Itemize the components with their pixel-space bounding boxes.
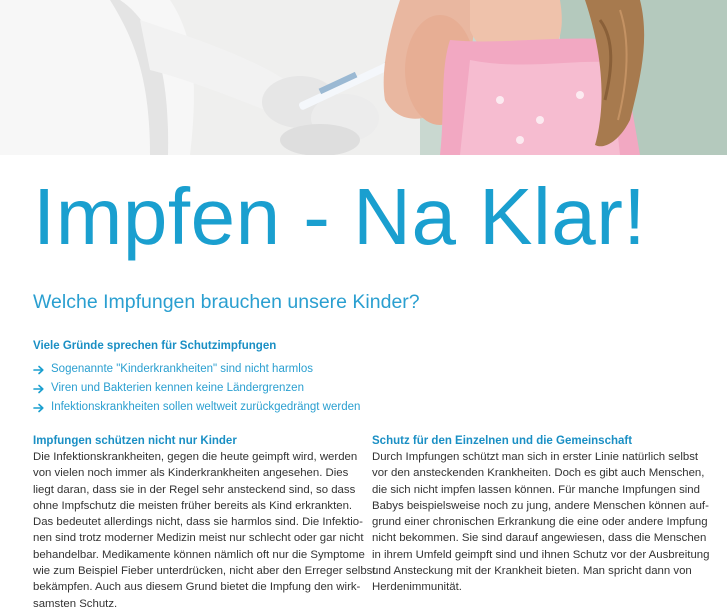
right-column [372, 434, 710, 596]
left-column-body [33, 449, 376, 612]
page-subtitle: Welche Impfungen brauchen unsere Kinder? [33, 291, 420, 313]
body-line: wie zum Beispiel Fieber unterdrücken, nicht aber den Erreger selbst [33, 565, 376, 578]
left-column-heading: Impfungen schützen nicht nur Kinder [33, 435, 237, 447]
body-line: ohne Impfschutz die meisten früher bereits als Kind erkrankten. [33, 499, 353, 512]
body-line: samsten Schutz. [33, 597, 118, 610]
arrow-right-icon [33, 364, 45, 376]
body-line: von vielen noch immer als Kinderkrankheiten angesehen. Dies [33, 467, 349, 480]
body-line: bekämpfen. Auch aus diesem Grund bietet die Impfung den wirk- [33, 581, 361, 594]
reason-text: Viren und Bakterien kennen keine Ländergrenzen [51, 382, 304, 394]
reason-text: Sogenannte "Kinderkrankheiten" sind nicht harmlos [51, 363, 313, 375]
arrow-right-icon [33, 383, 45, 395]
page-title: Impfen - Na Klar! [33, 172, 647, 261]
reasons-heading: Viele Gründe sprechen für Schutzimpfungen [33, 340, 277, 352]
body-line: Die Infektionskrankheiten, gegen die heute geimpft wird, werden [33, 451, 358, 463]
reasons-list [33, 360, 533, 417]
body-line: Herdenimmunität. [372, 581, 462, 594]
body-line: vor den ansteckenden Krankheiten. Doch es gibt auch Menschen, [372, 467, 705, 480]
reason-item [33, 360, 533, 379]
body-line: liegt daran, dass sie in der Regel sehr ansteckend sind, so dass [33, 483, 356, 496]
right-column-heading: Schutz für den Einzelnen und die Gemeinschaft [372, 435, 633, 447]
body-line: Das bedeutet allerdings nicht, dass sie harmlos sind. Die Infektio- [33, 516, 363, 529]
reason-item [33, 398, 533, 417]
body-line: in ihrem Umfeld geimpft sind und ihnen Schutz vor der Ausbreitung [372, 548, 710, 561]
body-line: grund einer chronischen Erkrankung die eine oder andere Impfung [372, 516, 708, 529]
arrow-right-icon [33, 402, 45, 414]
body-line: behandelbar. Medikamente können nämlich oft nur die Symptome [33, 548, 365, 561]
body-line: und Ansteckung mit der Krankheit bieten. Man spricht dann von [372, 565, 692, 578]
reason-item [33, 379, 533, 398]
hero-photo [0, 0, 727, 155]
right-column-body [372, 449, 710, 596]
body-line: nicht bekommen. Sie sind darauf angewiesen, dass die Menschen [372, 532, 707, 545]
reasons-section [33, 340, 533, 417]
reason-text: Infektionskrankheiten sollen weltweit zurückgedrängt werden [51, 401, 361, 413]
vaccination-photo-illustration [0, 0, 727, 155]
left-column [33, 434, 376, 612]
body-line: Babys beispielsweise noch zu jung, andere Menschen können auf- [372, 499, 709, 512]
body-line: nen sind trotz moderner Medizin meist nur schlecht oder gar nicht [33, 532, 364, 545]
body-line: Durch Impfungen schützt man sich in erster Linie natürlich selbst [372, 451, 699, 463]
body-line: die sich nicht impfen lassen können. Für manche Impfungen sind [372, 483, 700, 496]
